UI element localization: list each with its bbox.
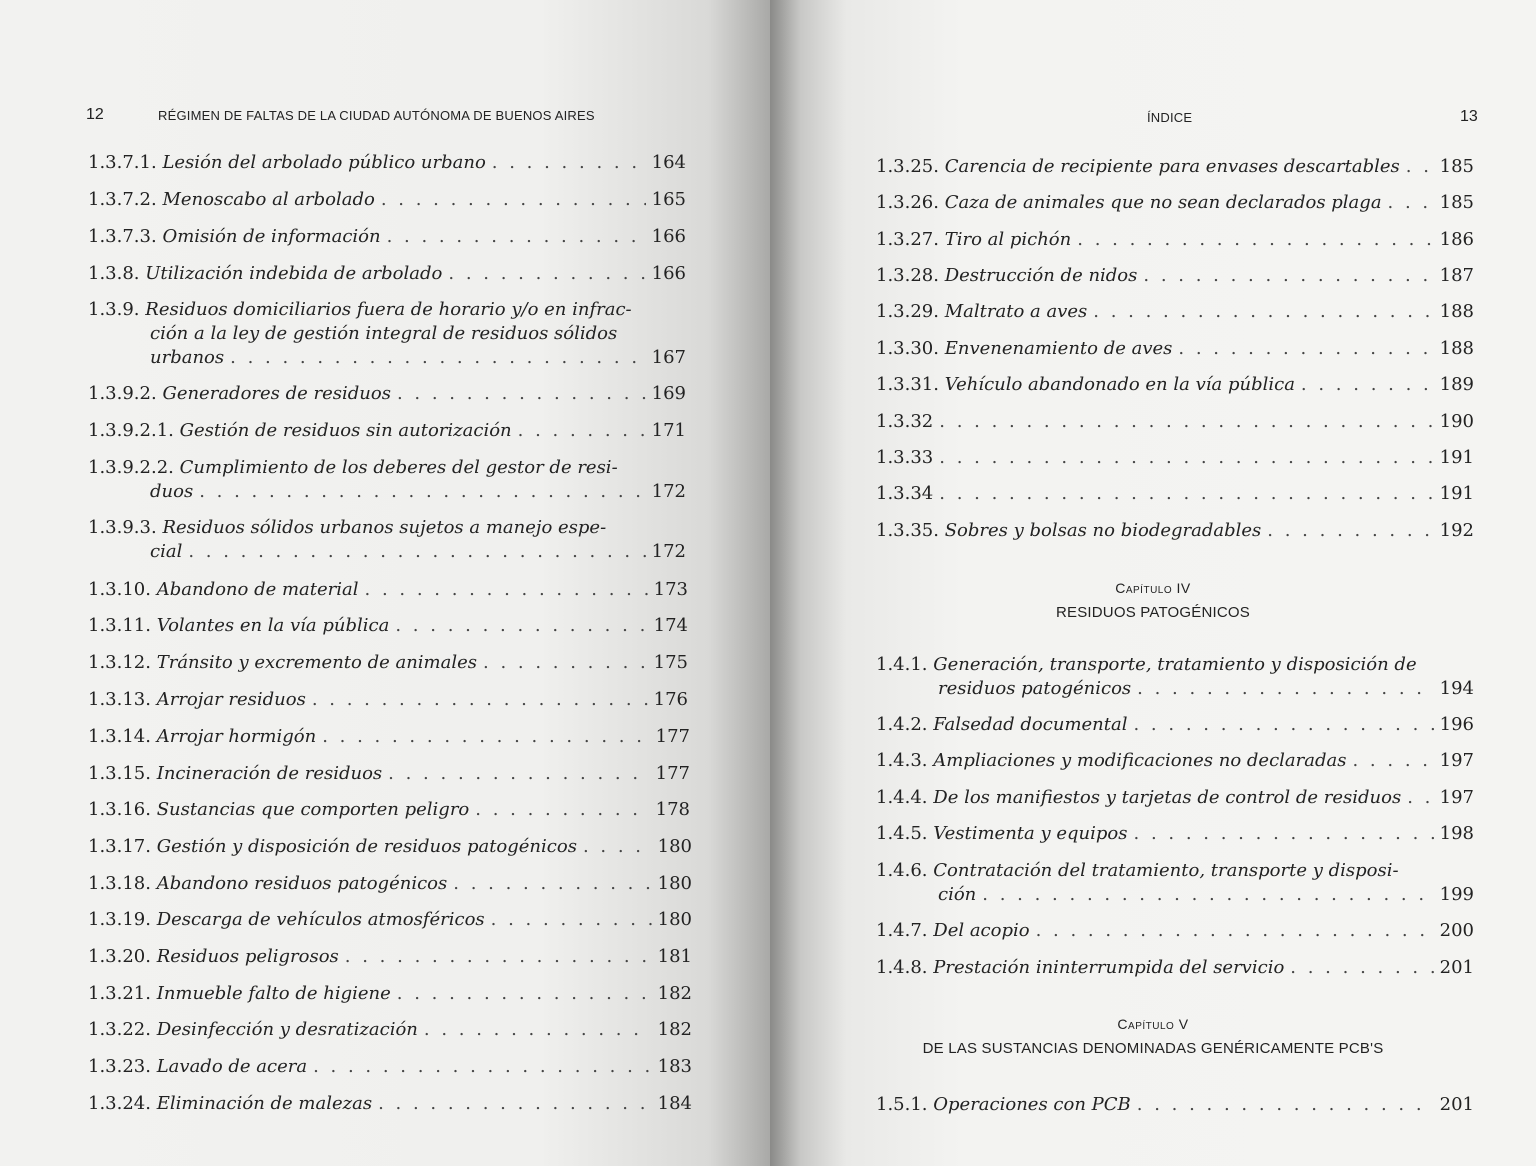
toc-entry[interactable]: 1.3.7.3. Omisión de información . . . 166 <box>88 225 686 249</box>
toc-entry[interactable]: 1.3.19. Descarga de vehículos atmosféricos . . . 180 <box>88 908 692 932</box>
toc-entry[interactable]: 1.3.20. Residuos peligrosos . . . 181 <box>88 945 692 969</box>
toc-entry[interactable]: 1.4.8. Prestación ininterrumpida del servicio . . . 201 <box>876 956 1474 980</box>
toc-entry[interactable]: 1.4.3. Ampliaciones y modificaciones no declaradas . . . 197 <box>876 749 1474 773</box>
chapter-heading <box>770 580 1536 621</box>
toc-entry[interactable]: 1.4.1. Generación, transporte, tratamiento y disposición de residuos patogénicos . . . 194 <box>876 653 1474 701</box>
toc-entry[interactable]: 1.3.11. Volantes en la vía pública . . . 174 <box>88 614 688 638</box>
chapter-heading <box>770 1016 1536 1057</box>
toc-entry[interactable]: 1.4.2. Falsedad documental . . . 196 <box>876 713 1474 737</box>
page-number: 12 <box>86 106 104 123</box>
running-head: ÍNDICE <box>1147 110 1193 125</box>
toc-entry[interactable]: 1.4.4. De los manifiestos y tarjetas de control de residuos . . . 197 <box>876 786 1474 810</box>
toc-entry[interactable]: 1.3.9.2. Generadores de residuos . . . 169 <box>88 382 686 406</box>
toc-entry[interactable]: 1.3.7.2. Menoscabo al arbolado . . . 165 <box>88 188 686 212</box>
chapter-title: RESIDUOS PATOGÉNICOS <box>1055 604 1251 621</box>
toc-entry[interactable]: 1.3.12. Tránsito y excremento de animales . . . 175 <box>88 651 688 675</box>
toc-entry[interactable]: 1.3.32 . . . 190 <box>876 410 1474 434</box>
toc-entry[interactable]: 1.3.34 . . . 191 <box>876 482 1474 506</box>
toc-entry[interactable]: 1.3.27. Tiro al pichón . . . 186 <box>876 228 1474 252</box>
toc-entry[interactable]: 1.3.15. Incineración de residuos . . . 177 <box>88 762 690 786</box>
toc-entry[interactable]: 1.3.26. Caza de animales que no sean declarados plaga . . . 185 <box>876 191 1474 215</box>
running-head: RÉGIMEN DE FALTAS DE LA CIUDAD AUTÓNOMA DE BUENOS AIRES <box>158 108 595 123</box>
right-page <box>770 0 1536 1166</box>
toc-entry[interactable]: 1.3.29. Maltrato a aves . . . 188 <box>876 300 1474 324</box>
toc-entry[interactable]: 1.3.8. Utilización indebida de arbolado . . . 166 <box>88 262 686 286</box>
toc-entry[interactable]: 1.5.1. Operaciones con PCB . . . 201 <box>876 1093 1474 1117</box>
toc-entry[interactable]: 1.3.9.2.1. Gestión de residuos sin autorización . . . 171 <box>88 419 686 443</box>
toc-entry[interactable]: 1.3.10. Abandono de material . . . 173 <box>88 578 688 602</box>
toc-entry[interactable]: 1.4.6. Contratación del tratamiento, transporte y disposi- ción . . . 199 <box>876 859 1474 907</box>
toc-entry[interactable]: 1.3.21. Inmueble falto de higiene . . . 182 <box>88 982 692 1006</box>
page-number: 13 <box>1460 108 1478 125</box>
toc-entry[interactable]: 1.3.18. Abandono residuos patogénicos . . . 180 <box>88 872 692 896</box>
toc-entry[interactable]: 1.3.33 . . . 191 <box>876 446 1474 470</box>
toc-entry[interactable]: 1.3.16. Sustancias que comporten peligro . . . 178 <box>88 798 690 822</box>
chapter-title: DE LAS SUSTANCIAS DENOMINADAS GENÉRICAMENTE PCB'S <box>922 1040 1384 1057</box>
toc-entry[interactable]: 1.3.7.1. Lesión del arbolado público urbano . . . 164 <box>88 151 686 175</box>
chapter-label: Capítulo V <box>1117 1016 1189 1032</box>
toc-entry[interactable]: 1.4.5. Vestimenta y equipos . . . 198 <box>876 822 1474 846</box>
toc-entry[interactable]: 1.3.30. Envenenamiento de aves . . . 188 <box>876 337 1474 361</box>
toc-entry[interactable]: 1.3.22. Desinfección y desratización . . . 182 <box>88 1018 692 1042</box>
toc-entry[interactable]: 1.3.9.3. Residuos sólidos urbanos sujetos a manejo espe- cial . . . 172 <box>88 516 686 564</box>
toc-entry[interactable]: 1.3.14. Arrojar hormigón . . . 177 <box>88 725 690 749</box>
toc-entry[interactable]: 1.3.35. Sobres y bolsas no biodegradables . . . 192 <box>876 519 1474 543</box>
toc-entry[interactable]: 1.3.31. Vehículo abandonado en la vía pública . . . 189 <box>876 373 1474 397</box>
toc-entry[interactable]: 1.3.25. Carencia de recipiente para envases descartables . . . 185 <box>876 155 1474 179</box>
toc-entry[interactable]: 1.4.7. Del acopio . . . 200 <box>876 919 1474 943</box>
toc-entry[interactable]: 1.3.9. Residuos domiciliarios fuera de horario y/o en infrac- ción a la ley de gestión integral de residuos sólidos urbanos . . . 167 <box>88 298 686 370</box>
toc-entry[interactable]: 1.3.17. Gestión y disposición de residuos patogénicos . . . 180 <box>88 835 692 859</box>
toc-entry[interactable]: 1.3.9.2.2. Cumplimiento de los deberes del gestor de resi- duos . . . 172 <box>88 456 686 504</box>
toc-entry[interactable]: 1.3.24. Eliminación de malezas . . . 184 <box>88 1092 692 1116</box>
toc-entry[interactable]: 1.3.13. Arrojar residuos . . . 176 <box>88 688 688 712</box>
toc-entry[interactable]: 1.3.23. Lavado de acera . . . 183 <box>88 1055 692 1079</box>
chapter-label: Capítulo IV <box>1115 580 1191 596</box>
toc-entry[interactable]: 1.3.28. Destrucción de nidos . . . 187 <box>876 264 1474 288</box>
